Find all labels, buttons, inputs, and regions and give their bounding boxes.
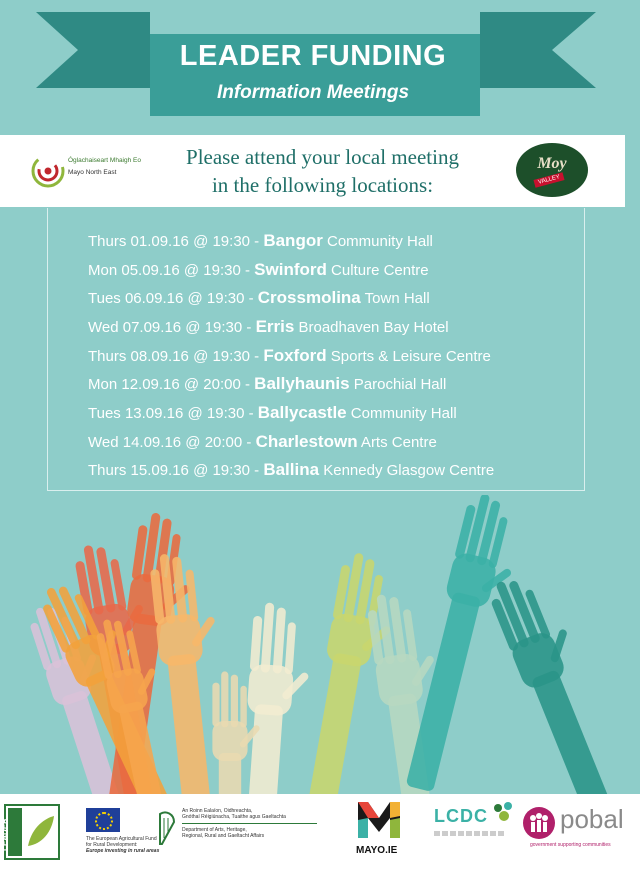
meeting-when: Wed 07.09.16 @ 19:30 - xyxy=(88,319,256,336)
meeting-town: Bangor xyxy=(263,231,323,250)
meeting-venue: Sports & Leisure Centre xyxy=(326,348,491,365)
lcdc-text: LCDC xyxy=(434,806,488,826)
meeting-town: Foxford xyxy=(263,346,327,365)
moy-word: Moy xyxy=(537,155,567,172)
meeting-row xyxy=(88,403,457,423)
banner-title: LEADER FUNDING xyxy=(179,40,447,72)
meeting-when: Tues 06.09.16 @ 19:30 - xyxy=(88,290,258,307)
banner-subtitle: Information Meetings xyxy=(216,82,410,103)
header-banner xyxy=(0,0,640,130)
meeting-when: Mon 05.09.16 @ 19:30 - xyxy=(88,262,255,279)
meeting-town: Crossmolina xyxy=(257,288,361,307)
meeting-town: Ballycastle xyxy=(257,403,347,422)
intro-text xyxy=(150,143,495,199)
intro-line-1: Please attend your local meeting xyxy=(186,145,459,169)
meeting-venue: Culture Centre xyxy=(326,262,429,279)
omne-subname: Mayo North East xyxy=(68,169,117,176)
meeting-when: Mon 12.09.16 @ 20:00 - xyxy=(88,376,255,393)
lcdc-dots-icon xyxy=(490,800,516,826)
dept-line-4: Regional, Rural and Gaeltacht Affairs xyxy=(182,833,265,839)
intro-strip xyxy=(0,135,625,207)
dept-line-2: Gnóthaí Réigiúnacha, Tuaithe agus Gaeltachta xyxy=(182,814,286,820)
meeting-venue: Community Hall xyxy=(346,405,457,422)
meeting-venue: Community Hall xyxy=(322,233,433,250)
lcdc-logo xyxy=(434,806,514,836)
eu-line-3: Europe investing in rural areas xyxy=(86,848,160,854)
meeting-venue: Broadhaven Bay Hotel xyxy=(294,319,449,336)
meeting-venue: Town Hall xyxy=(360,290,430,307)
meeting-row xyxy=(88,432,437,452)
meeting-venue: Arts Centre xyxy=(357,434,437,451)
leader-text: LEADER xyxy=(0,818,9,851)
meeting-town: Swinford xyxy=(254,260,327,279)
hand-shape xyxy=(485,565,640,795)
omne-name: Óglachaiseart Mhaigh Eo xyxy=(68,157,141,164)
meetings-box xyxy=(47,208,585,491)
leaf-icon xyxy=(24,812,58,852)
meeting-row xyxy=(88,231,433,251)
mayo-logo xyxy=(356,800,408,856)
mayo-text: MAYO.IE xyxy=(356,845,398,856)
raised-hands-illustration xyxy=(0,495,640,795)
meeting-when: Tues 13.09.16 @ 19:30 - xyxy=(88,405,258,422)
meeting-row xyxy=(88,346,491,366)
dept-line-1: An Roinn Ealaíon, Oidhreachta, xyxy=(182,808,253,814)
meeting-when: Thurs 01.09.16 @ 19:30 - xyxy=(88,233,264,250)
eu-flag-icon xyxy=(86,808,120,832)
meeting-when: Thurs 08.09.16 @ 19:30 - xyxy=(88,348,264,365)
omne-logo-icon xyxy=(30,153,66,189)
meeting-row xyxy=(88,460,494,480)
intro-line-2: in the following locations: xyxy=(211,173,434,197)
meeting-town: Ballina xyxy=(263,460,320,479)
meeting-when: Wed 14.09.16 @ 20:00 - xyxy=(88,434,256,451)
eu-line-1: The European Agricultural Fund xyxy=(86,836,157,842)
pobal-icon xyxy=(522,806,556,840)
meeting-row xyxy=(88,288,430,308)
meeting-venue: Parochial Hall xyxy=(349,376,447,393)
moy-valley-label: VALLEY xyxy=(533,172,564,188)
footer-logos xyxy=(0,794,640,894)
mayo-m-logo xyxy=(356,800,402,840)
pobal-tagline: government supporting communities xyxy=(530,842,611,848)
meeting-town: Ballyhaunis xyxy=(254,374,350,393)
meeting-town: Charlestown xyxy=(255,432,358,451)
meeting-row xyxy=(88,374,446,394)
dept-line-3: Department of Arts, Heritage, xyxy=(182,827,247,833)
eu-line-2: for Rural Development: xyxy=(86,842,138,848)
meeting-venue: Kennedy Glasgow Centre xyxy=(319,462,495,479)
omne-logo xyxy=(30,151,150,193)
harp-icon xyxy=(156,808,178,848)
pobal-text: pobal xyxy=(560,804,624,834)
meeting-row xyxy=(88,317,449,337)
meeting-row xyxy=(88,260,429,280)
eu-block xyxy=(86,808,160,854)
meeting-town: Erris xyxy=(255,317,295,336)
leader-logo xyxy=(0,804,60,860)
moy-valley-logo xyxy=(516,143,588,197)
meeting-when: Thurs 15.09.16 @ 19:30 - xyxy=(88,462,264,479)
